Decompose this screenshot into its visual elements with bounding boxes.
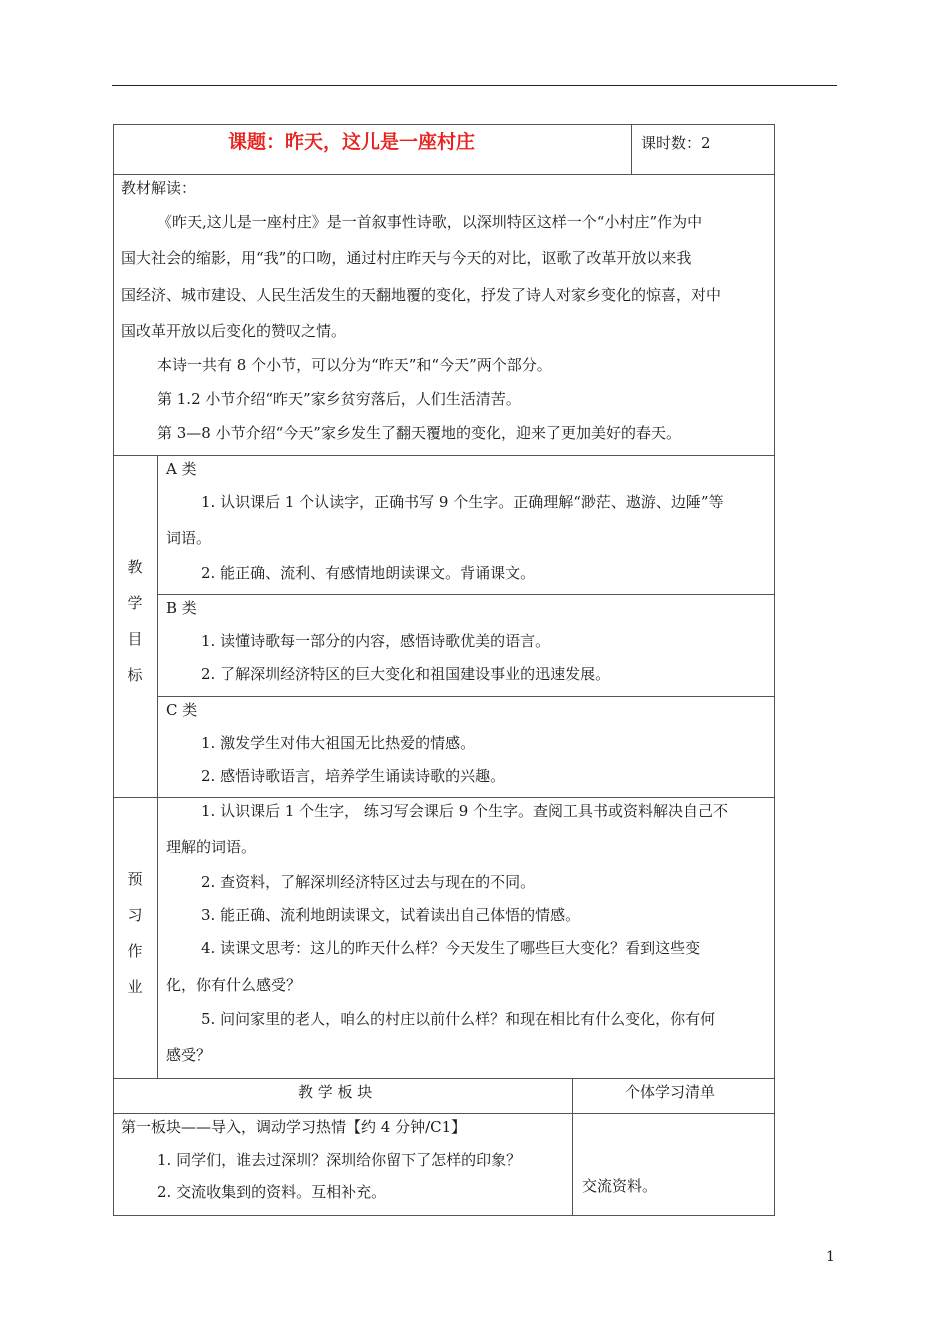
preview-line: 1. 认识课后 1 个生字， 练习写会课后 9 个生字。查阅工具书或资料解决自己不 [201, 802, 729, 820]
row-divider [113, 455, 775, 456]
goal-a-line: 词语。 [166, 529, 212, 547]
board-col1-header: 教 学 板 块 [298, 1083, 373, 1101]
preview-label-char: 预 [127, 870, 143, 888]
goal-divider [157, 594, 775, 595]
row-divider [113, 1113, 775, 1114]
block1-study-list: 交流资料。 [582, 1177, 658, 1195]
goal-b-line: 1. 读懂诗歌每一部分的内容，感悟诗歌优美的语言。 [201, 632, 551, 650]
block1-line: 1. 同学们，谁去过深圳？深圳给你留下了怎样的印象？ [157, 1151, 522, 1169]
goals-label-divider [157, 455, 158, 797]
goal-a-line: 1. 认识课后 1 个认读字，正确书写 9 个生字。正确理解“渺茫、遨游、边陲”等 [201, 493, 724, 511]
header-rule [112, 85, 837, 86]
block1-title: 第一板块——导入，调动学习热情【约 4 分钟/C1】 [121, 1118, 467, 1136]
goal-c-heading: C 类 [166, 701, 198, 719]
preview-line: 感受？ [166, 1046, 212, 1064]
textbook-para1-line: 国大社会的缩影，用“我”的口吻，通过村庄昨天与今天的对比，讴歌了改革开放以来我 [121, 249, 692, 267]
preview-line: 4. 读课文思考：这儿的昨天什么样？今天发生了哪些巨大变化？看到这些变 [201, 939, 701, 957]
row-divider [113, 797, 775, 798]
preview-line: 化，你有什么感受？ [166, 976, 302, 994]
preview-label-char: 业 [127, 978, 143, 996]
goal-a-heading: A 类 [166, 460, 197, 478]
board-col2-header: 个体学习清单 [625, 1083, 716, 1101]
page-number: 1 [826, 1249, 835, 1265]
preview-label-char: 习 [127, 906, 143, 924]
textbook-para2: 本诗一共有 8 个小节，可以分为“昨天”和“今天”两个部分。 [157, 356, 552, 374]
preview-line: 5. 问问家里的老人，咱么的村庄以前什么样？和现在相比有什么变化，你有何 [201, 1010, 716, 1028]
goal-c-line: 1. 激发学生对伟大祖国无比热爱的情感。 [201, 734, 476, 752]
goals-label-char: 学 [127, 594, 143, 612]
goal-divider [157, 696, 775, 697]
preview-line: 3. 能正确、流利地朗读课文，试着读出自己体悟的情感。 [201, 906, 581, 924]
goal-c-line: 2. 感悟诗歌语言，培养学生诵读诗歌的兴趣。 [201, 767, 506, 785]
textbook-para1-line: 国改革开放以后变化的赞叹之情。 [121, 322, 347, 340]
goals-label-char: 标 [127, 666, 143, 684]
preview-label-divider [157, 797, 158, 1078]
title-divider [631, 124, 632, 174]
preview-line: 2. 查资料，了解深圳经济特区过去与现在的不同。 [201, 873, 536, 891]
goal-b-line: 2. 了解深圳经济特区的巨大变化和祖国建设事业的迅速发展。 [201, 665, 611, 683]
goals-label-char: 目 [127, 630, 143, 648]
preview-line: 理解的词语。 [166, 838, 257, 856]
goal-b-heading: B 类 [166, 599, 197, 617]
textbook-heading: 教材解读： [121, 179, 197, 197]
board-col-divider [572, 1078, 573, 1216]
textbook-para3: 第 1.2 小节介绍“昨天”家乡贫穷落后，人们生活清苦。 [157, 390, 521, 408]
textbook-para4: 第 3—8 小节介绍“今天”家乡发生了翻天覆地的变化，迎来了更加美好的春天。 [157, 424, 681, 442]
lesson-title: 课题：昨天，这儿是一座村庄 [228, 131, 476, 153]
goal-a-line: 2. 能正确、流利、有感情地朗读课文。背诵课文。 [201, 564, 536, 582]
lesson-hours: 课时数：2 [641, 134, 711, 152]
row-divider [113, 174, 775, 175]
textbook-para1-line: 《昨天,这儿是一座村庄》是一首叙事性诗歌，以深圳特区这样一个“小村庄”作为中 [157, 213, 703, 231]
row-divider [113, 1078, 775, 1079]
preview-label-char: 作 [127, 942, 143, 960]
textbook-para1-line: 国经济、城市建设、人民生活发生的天翻地覆的变化，抒发了诗人对家乡变化的惊喜，对中 [121, 286, 722, 304]
goals-label-char: 教 [127, 558, 143, 576]
block1-line: 2. 交流收集到的资料。互相补充。 [157, 1183, 387, 1201]
